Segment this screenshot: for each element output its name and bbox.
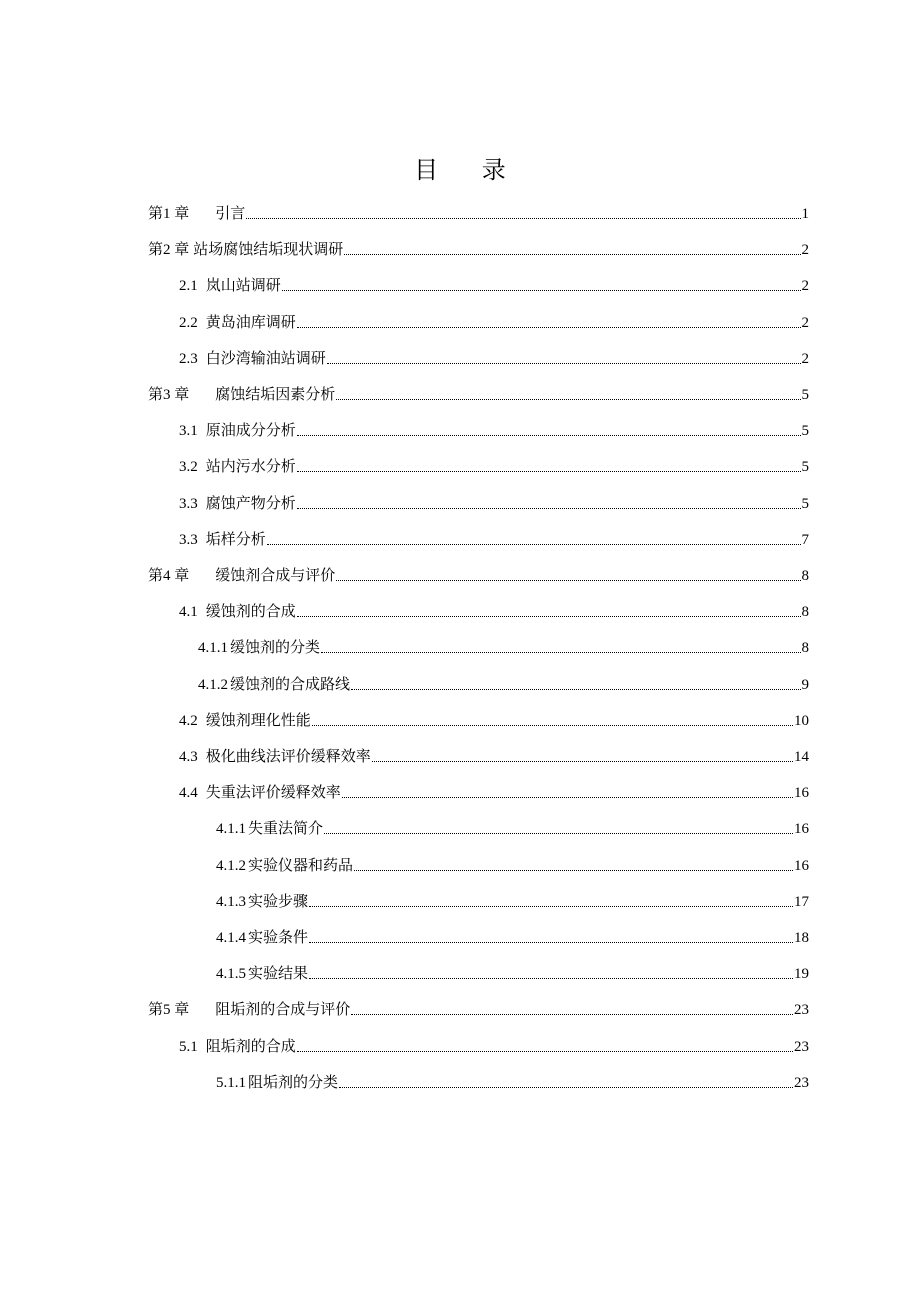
toc-entry[interactable] [179,305,809,337]
toc-entry-title: 实验条件 [248,930,309,946]
toc-entry-label [179,709,311,735]
toc-entry-page-number: 5 [801,495,809,512]
toc-dot-leader [297,1050,793,1052]
toc-dot-leader [321,651,800,653]
toc-entry-label [148,564,335,590]
toc-entry-title: 腐蚀产物分析 [205,495,296,512]
toc-entry-title: 缓蚀剂理化性能 [205,712,311,729]
toc-entry-number: 第3 章 [148,387,190,403]
toc-entry-title: 白沙湾输油站调研 [205,350,326,367]
toc-entry-label [216,817,323,843]
toc-entry-page-number: 9 [801,676,809,693]
toc-entry-page-number: 2 [801,242,809,259]
toc-dot-leader [327,362,801,364]
toc-entry-label [179,528,266,554]
toc-entry-page-number: 23 [794,1074,809,1091]
toc-entry-title: 实验步骤 [248,893,309,910]
toc-entry[interactable] [216,884,809,916]
toc-entry-number: 4.1.2 [198,676,228,693]
toc-entry[interactable] [198,667,809,699]
toc-entry-page-number: 16 [794,821,809,838]
toc-entry-number: 4.1.1 [216,821,246,838]
toc-entry[interactable] [179,522,809,554]
toc-dot-leader [297,326,801,328]
toc-entry-title: 实验仪器和药品 [248,857,354,874]
toc-entry-number: 4.1.2 [216,857,246,874]
toc-entry-page-number: 5 [801,423,809,440]
toc-entry-label [148,202,245,228]
toc-entry-page-number: 18 [794,930,809,946]
toc-dot-leader [336,398,800,400]
toc-entry-number: 5.1 [179,1038,198,1055]
toc-entry-number: 4.2 [179,712,198,729]
toc-entry-page-number: 10 [794,712,809,729]
toc-entry-number: 第4 章 [148,568,190,584]
toc-dot-leader [312,724,793,726]
toc-entry-page-number: 17 [794,893,809,910]
toc-entry-label [148,998,350,1024]
toc-dot-leader [354,869,793,871]
toc-entry-page-number: 16 [794,857,809,874]
toc-entry-number: 4.1.5 [216,966,246,983]
toc-entry-number: 3.1 [179,423,198,440]
toc-entry-label [179,1035,296,1061]
toc-entry[interactable] [179,775,809,807]
toc-entry[interactable] [198,630,809,662]
toc-dot-leader [297,434,801,436]
toc-entry[interactable] [179,703,809,735]
toc-entry[interactable] [179,449,809,481]
toc-entry-title: 阻垢剂的分类 [248,1074,339,1091]
toc-dot-leader [297,470,801,472]
toc-entry-number: 第5 章 [148,1002,190,1019]
toc-entry-title: 站内污水分析 [205,459,296,476]
toc-entry[interactable] [179,341,809,373]
toc-entry-title: 失重法简介 [248,821,324,838]
toc-entry-page-number: 19 [794,966,809,983]
toc-entry[interactable] [216,956,809,988]
toc-entry-page-number: 2 [801,350,809,367]
toc-entry-label [179,745,371,771]
toc-dot-leader [309,905,793,907]
toc-entry[interactable] [179,739,809,771]
toc-entry[interactable] [179,413,809,445]
toc-entry-label [179,274,281,300]
toc-entry-number: 2.1 [179,278,198,295]
toc-entry-title: 缓蚀剂的合成 [205,604,296,621]
toc-entry-title: 缓蚀剂的合成路线 [230,676,351,693]
toc-entry-page-number: 8 [801,568,809,584]
toc-entry-title: 黄岛油库调研 [205,314,296,331]
toc-entry-page-number: 23 [794,1002,809,1019]
toc-entry-page-number: 2 [801,314,809,331]
toc-dot-leader [267,543,801,545]
toc-entry-page-number: 8 [801,604,809,621]
toc-entry-label [198,636,320,662]
toc-entry[interactable] [179,594,809,626]
toc-dot-leader [339,1086,793,1088]
toc-entry[interactable] [148,196,809,228]
toc-entry-label [179,455,296,481]
toc-entry-label [216,854,353,880]
toc-title: 目 录 [414,156,524,184]
toc-dot-leader [324,832,793,834]
toc-entry-label [148,383,335,409]
toc-entry-number: 4.1.1 [198,640,228,657]
toc-dot-leader [309,941,793,943]
toc-entry-number: 4.4 [179,785,198,802]
toc-entry[interactable] [179,486,809,518]
toc-dot-leader [246,217,800,219]
toc-entry-label [179,347,326,373]
toc-dot-leader [351,1013,793,1015]
toc-entry-number: 3.3 [179,495,198,512]
toc-dot-leader [282,289,801,291]
toc-entry[interactable] [216,848,809,880]
toc-entry-title: 站场腐蚀结垢现状调研 [193,242,344,259]
toc-entry-title: 极化曲线法评价缓释效率 [205,749,371,765]
toc-entry-title: 缓蚀剂合成与评价 [215,568,336,584]
toc-entry-page-number: 5 [801,387,809,403]
toc-entry-label [179,600,296,626]
toc-entry-number: 4.1.3 [216,893,246,910]
toc-entry[interactable] [148,558,809,590]
toc-entry-label [216,1071,338,1097]
toc-entry-label [216,926,308,952]
toc-entry[interactable] [179,1029,809,1061]
toc-entry-number: 第2 章 [148,242,190,259]
toc-entry-page-number: 8 [801,640,809,657]
toc-dot-leader [351,688,800,690]
toc-entry-title: 腐蚀结垢因素分析 [215,387,336,403]
toc-entry-page-number: 1 [801,206,809,222]
toc-entry-page-number: 5 [801,459,809,476]
toc-entry-title: 引言 [215,206,246,222]
toc-entry[interactable] [216,920,809,952]
toc-entry[interactable] [216,811,809,843]
toc-dot-leader [336,579,800,581]
toc-entry-page-number: 7 [801,531,809,548]
toc-entry-number: 4.1.4 [216,930,246,946]
toc-entry-title: 失重法评价缓释效率 [205,785,341,802]
toc-entry[interactable] [148,992,809,1024]
toc-entry-label [198,673,350,699]
toc-entry-title: 垢样分析 [205,531,266,548]
toc-entry-number: 2.3 [179,350,198,367]
toc-entry-label [216,890,308,916]
toc-entry-number: 3.2 [179,459,198,476]
toc-entry-title: 实验结果 [248,966,309,983]
toc-entry-number: 4.1 [179,604,198,621]
toc-entry-page-number: 14 [794,749,809,765]
toc-entry-number: 4.3 [179,749,198,765]
toc-entry-number: 5.1.1 [216,1074,246,1091]
toc-entry-label [179,492,296,518]
toc-entry-label [216,962,308,988]
toc-entry-title: 岚山站调研 [205,278,281,295]
toc-entry-label [148,238,343,264]
toc-entry[interactable] [216,1065,809,1097]
toc-entry-label [179,781,341,807]
toc-entry-title: 缓蚀剂的分类 [230,640,321,657]
toc-entry-number: 2.2 [179,314,198,331]
toc-entry-label [179,419,296,445]
toc-dot-leader [344,253,800,255]
toc-entry-label [179,311,296,337]
toc-entry-page-number: 23 [794,1038,809,1055]
toc-entry-number: 3.3 [179,531,198,548]
toc-entry[interactable] [148,377,809,409]
toc-entry-number: 第1 章 [148,206,190,222]
toc-dot-leader [342,796,793,798]
toc-dot-leader [309,977,793,979]
toc-entry-page-number: 2 [801,278,809,295]
toc-entry[interactable] [148,232,809,264]
toc-dot-leader [297,615,801,617]
toc-entry-page-number: 16 [794,785,809,802]
toc-dot-leader [372,760,793,762]
toc-entry[interactable] [179,268,809,300]
toc-entry-title: 阻垢剂的合成与评价 [215,1002,351,1019]
toc-dot-leader [297,507,801,509]
toc-entry-title: 原油成分分析 [205,423,296,440]
toc-entry-title: 阻垢剂的合成 [205,1038,296,1055]
